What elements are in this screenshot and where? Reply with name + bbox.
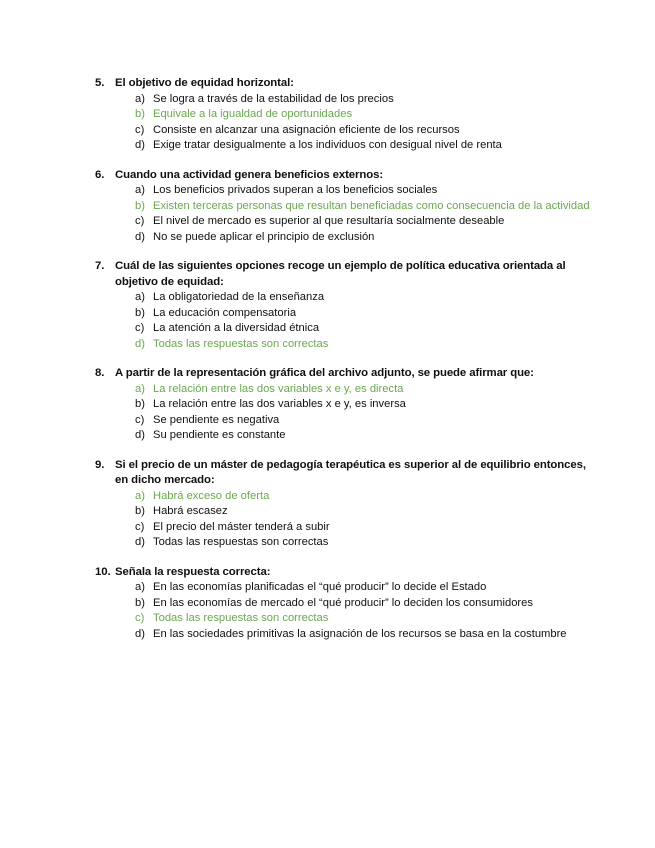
option-letter: c) xyxy=(135,520,145,533)
question-heading xyxy=(95,565,595,581)
question-heading xyxy=(95,168,595,184)
question-text: A partir de la representación gráfica del archivo adjunto, se puede afirmar que: xyxy=(115,367,534,379)
option-item xyxy=(95,183,595,199)
question-list xyxy=(95,76,595,656)
option-item-correct xyxy=(95,337,595,353)
option-letter: b) xyxy=(135,398,145,410)
option-text: Exige tratar desigualmente a los individuos con desigual nivel de renta xyxy=(153,139,502,151)
question-9 xyxy=(95,458,595,551)
option-letter: b) xyxy=(135,108,145,120)
option-item xyxy=(95,230,595,246)
option-item xyxy=(95,306,595,322)
option-item-correct xyxy=(95,199,595,215)
option-letter: d) xyxy=(135,230,145,243)
option-text: Su pendiente es constante xyxy=(153,429,286,441)
option-text: En las economías de mercado el “qué producir” lo deciden los consumidores xyxy=(153,596,533,609)
option-item xyxy=(95,627,595,643)
option-item xyxy=(95,428,595,444)
option-letter: d) xyxy=(135,337,145,350)
option-text: Habrá exceso de oferta xyxy=(153,489,270,502)
option-text: La obligatoriedad de la enseñanza xyxy=(153,291,325,303)
question-heading xyxy=(95,76,595,92)
option-text: En las sociedades primitivas la asignación de los recursos se basa en la costumbre xyxy=(153,627,567,640)
question-10 xyxy=(95,565,595,643)
option-text: Todas las respuestas son correctas xyxy=(153,337,329,350)
option-text: Se pendiente es negativa xyxy=(153,413,280,426)
question-number: 7. xyxy=(95,260,105,272)
option-letter: b) xyxy=(135,596,145,609)
option-list xyxy=(95,290,595,352)
option-letter: b) xyxy=(135,306,145,319)
question-heading xyxy=(95,458,595,489)
option-item xyxy=(95,290,595,306)
option-text: Consiste en alcanzar una asignación eficiente de los recursos xyxy=(153,123,460,136)
option-item xyxy=(95,520,595,536)
option-letter: a) xyxy=(135,184,145,196)
option-text: Existen terceras personas que resultan beneficiadas como consecuencia de la actividad xyxy=(153,199,590,212)
option-text: El nivel de mercado es superior al que resultaría socialmente deseable xyxy=(153,215,505,227)
option-item-correct xyxy=(95,611,595,627)
option-letter: b) xyxy=(135,199,145,212)
question-number: 10. xyxy=(95,565,111,578)
question-6 xyxy=(95,168,595,246)
option-item xyxy=(95,596,595,612)
question-number: 6. xyxy=(95,168,105,181)
option-text: El precio del máster tenderá a subir xyxy=(153,520,330,533)
option-item xyxy=(95,397,595,413)
option-letter: a) xyxy=(135,382,145,395)
option-item-correct xyxy=(95,107,595,123)
option-text: La relación entre las dos variables x e y, es inversa xyxy=(153,398,406,410)
option-item xyxy=(95,535,595,551)
option-letter: a) xyxy=(135,291,145,303)
option-letter: c) xyxy=(135,413,145,426)
question-8 xyxy=(95,366,595,444)
question-text: El objetivo de equidad horizontal: xyxy=(115,77,294,89)
option-letter: c) xyxy=(135,123,145,136)
question-5 xyxy=(95,76,595,154)
option-list xyxy=(95,92,595,154)
option-item xyxy=(95,214,595,230)
question-text: Cuál de las siguientes opciones recoge un ejemplo de política educativa orientada al objetivo de equidad: xyxy=(115,260,566,288)
option-text: Los beneficios privados superan a los beneficios sociales xyxy=(153,184,438,196)
option-item xyxy=(95,580,595,596)
option-list xyxy=(95,382,595,444)
option-list xyxy=(95,489,595,551)
option-text: Todas las respuestas son correctas xyxy=(153,612,329,624)
question-heading xyxy=(95,366,595,382)
option-letter: c) xyxy=(135,215,145,227)
option-item xyxy=(95,413,595,429)
option-text: En las economías planificadas el “qué producir” lo decide el Estado xyxy=(153,581,487,593)
question-text: Si el precio de un máster de pedagogía terapéutica es superior al de equilibrio entonces, en dicho mercado: xyxy=(115,458,586,486)
option-letter: d) xyxy=(135,429,145,441)
question-number: 9. xyxy=(95,458,105,471)
option-item xyxy=(95,123,595,139)
option-list xyxy=(95,580,595,642)
question-7 xyxy=(95,259,595,352)
option-letter: c) xyxy=(135,612,145,624)
question-text: Señala la respuesta correcta: xyxy=(115,565,271,578)
option-letter: a) xyxy=(135,92,145,105)
option-item-correct xyxy=(95,489,595,505)
option-item xyxy=(95,138,595,154)
option-letter: c) xyxy=(135,322,145,334)
option-text: Equivale a la igualdad de oportunidades xyxy=(153,108,353,120)
question-text: Cuando una actividad genera beneficios externos: xyxy=(115,168,384,181)
option-letter: d) xyxy=(135,139,145,151)
option-text: Todas las respuestas son correctas xyxy=(153,536,329,548)
option-text: No se puede aplicar el principio de exclusión xyxy=(153,230,375,243)
option-letter: a) xyxy=(135,581,145,593)
question-heading xyxy=(95,259,595,290)
option-letter: d) xyxy=(135,536,145,548)
option-text: La educación compensatoria xyxy=(153,306,297,319)
option-letter: b) xyxy=(135,505,145,517)
option-list xyxy=(95,183,595,245)
option-item xyxy=(95,92,595,108)
question-number: 8. xyxy=(95,367,105,379)
option-letter: d) xyxy=(135,627,145,640)
question-number: 5. xyxy=(95,77,105,89)
option-item xyxy=(95,321,595,337)
option-text: La relación entre las dos variables x e y, es directa xyxy=(153,382,404,395)
option-letter: a) xyxy=(135,489,145,502)
option-text: Habrá escasez xyxy=(153,505,228,517)
option-item-correct xyxy=(95,382,595,398)
option-text: La atención a la diversidad étnica xyxy=(153,322,320,334)
option-item xyxy=(95,504,595,520)
option-text: Se logra a través de la estabilidad de los precios xyxy=(153,92,394,105)
